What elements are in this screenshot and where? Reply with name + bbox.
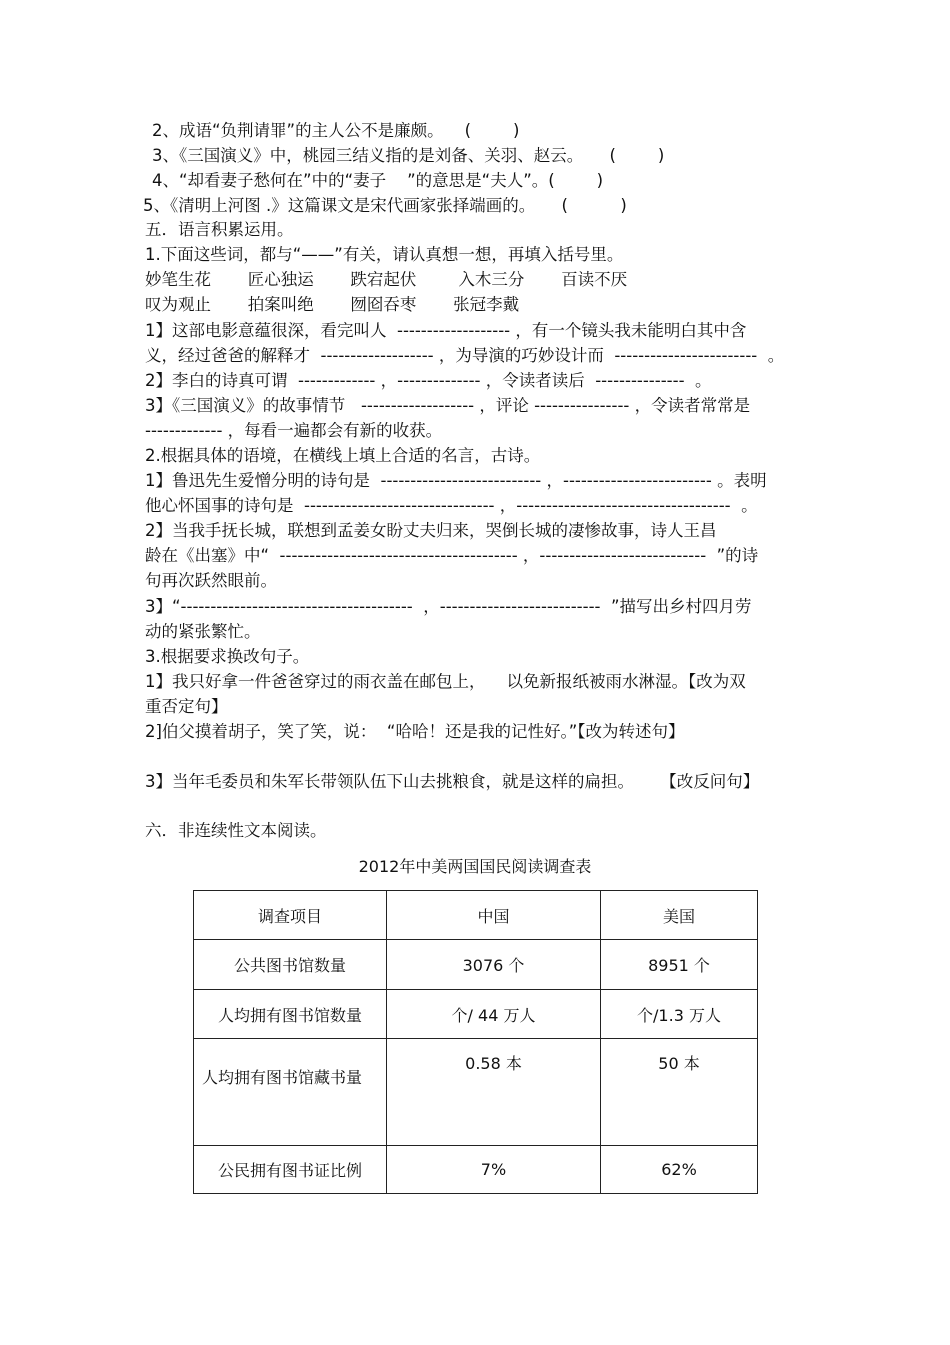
cell-usa: 62% — [601, 1146, 758, 1194]
fill-line: 动的紧张繁忙。 — [145, 622, 261, 641]
fill-line: 3】《三国演义》的故事情节 ------------------- ，评论 ---------------- ，令读者常常是 — [145, 396, 751, 415]
rewrite-item-3: 3】当年毛委员和朱军长带领队伍下山去挑粮食，就是这样的扁担。 【改反问句】 — [145, 772, 760, 791]
judge-item-3: 3、《三国演义》中，桃园三结义指的是刘备、关羽、赵云。 ( ) — [152, 146, 665, 165]
q1-instruction: 1.下面这些词，都与“——”有关，请认真想一想，再填入括号里。 — [145, 245, 624, 264]
table-row — [194, 1039, 758, 1146]
cell-china: 3076 个 — [387, 940, 601, 990]
word-bank-row-1: 妙笔生花 匠心独运 跌宕起伏 入木三分 百读不厌 — [145, 270, 628, 289]
table-row — [194, 940, 758, 990]
judge-item-5: 5、《清明上河图 .》这篇课文是宋代画家张择端画的。 ( ) — [143, 196, 627, 215]
rewrite-item-2: 2]伯父摸着胡子，笑了笑，说： “哈哈！还是我的记性好。”【改为转述句】 — [145, 722, 685, 741]
section-6-heading: 六．非连续性文本阅读。 — [145, 821, 327, 840]
section-5-heading: 五．语言积累运用。 — [145, 220, 294, 239]
fill-line: 2】李白的诗真可谓 ------------- ，-------------- ，令读者读后 --------------- 。 — [145, 371, 712, 390]
table-row — [194, 1146, 758, 1194]
judge-item-2: 2、成语“负荆请罪”的主人公不是廉颇。 ( ) — [152, 121, 520, 140]
fill-line: 1】这部电影意蕴很深，看完叫人 ------------------- ，有一个镜头我未能明白其中含 — [145, 321, 747, 340]
cell-china: 个/ 44 万人 — [387, 990, 601, 1039]
cell-usa: 50 本 — [601, 1039, 758, 1146]
cell-usa: 8951 个 — [601, 940, 758, 990]
cell-china: 0.58 本 — [387, 1039, 601, 1146]
row-label: 公民拥有图书证比例 — [194, 1146, 387, 1194]
fill-line: ------------- ，每看一遍都会有新的收获。 — [145, 421, 443, 440]
fill-line: 句再次跃然眼前。 — [145, 571, 277, 590]
rewrite-item-1-cont: 重否定句】 — [145, 697, 228, 716]
q3-instruction: 3.根据要求换改句子。 — [145, 647, 310, 666]
row-label: 人均拥有图书馆藏书量 — [194, 1039, 387, 1146]
judge-item-4: 4、“却看妻子愁何在”中的“妻子 ”的意思是“夫人”。( ) — [152, 171, 604, 190]
rewrite-item-1: 1】我只好拿一件爸爸穿过的雨衣盖在邮包上， 以免新报纸被雨水淋湿。【改为双 — [145, 672, 746, 691]
fill-line: 龄在《出塞》中“ ---------------------------------------- ，---------------------------- ”的诗 — [145, 546, 759, 565]
fill-line: 义，经过爸爸的解释才 ------------------- ，为导演的巧妙设计而 ------------------------ 。 — [145, 346, 785, 365]
table-row — [194, 990, 758, 1039]
fill-line: 1】鲁迅先生爱憎分明的诗句是 --------------------------- ，------------------------- 。表明 — [145, 471, 767, 490]
fill-line: 他心怀国事的诗句是 -------------------------------- ，------------------------------------ 。 — [145, 496, 758, 515]
header-usa: 美国 — [601, 891, 758, 940]
q2-instruction: 2.根据具体的语境，在横线上填上合适的名言，古诗。 — [145, 446, 541, 465]
cell-usa: 个/1.3 万人 — [601, 990, 758, 1039]
survey-table — [193, 890, 758, 1194]
fill-line: 2】当我手抚长城，联想到孟姜女盼丈夫归来，哭倒长城的凄惨故事，诗人王昌 — [145, 521, 717, 540]
header-item: 调查项目 — [194, 891, 387, 940]
table-title: 2012年中美两国国民阅读调查表 — [358, 857, 592, 876]
word-bank-row-2: 叹为观止 拍案叫绝 囫囵吞枣 张冠李戴 — [145, 295, 520, 314]
table-header-row — [194, 891, 758, 940]
header-china: 中国 — [387, 891, 601, 940]
cell-china: 7% — [387, 1146, 601, 1194]
fill-line: 3】“--------------------------------------- ，--------------------------- ”描写出乡村四月劳 — [145, 597, 752, 616]
row-label: 公共图书馆数量 — [194, 940, 387, 990]
row-label: 人均拥有图书馆数量 — [194, 990, 387, 1039]
